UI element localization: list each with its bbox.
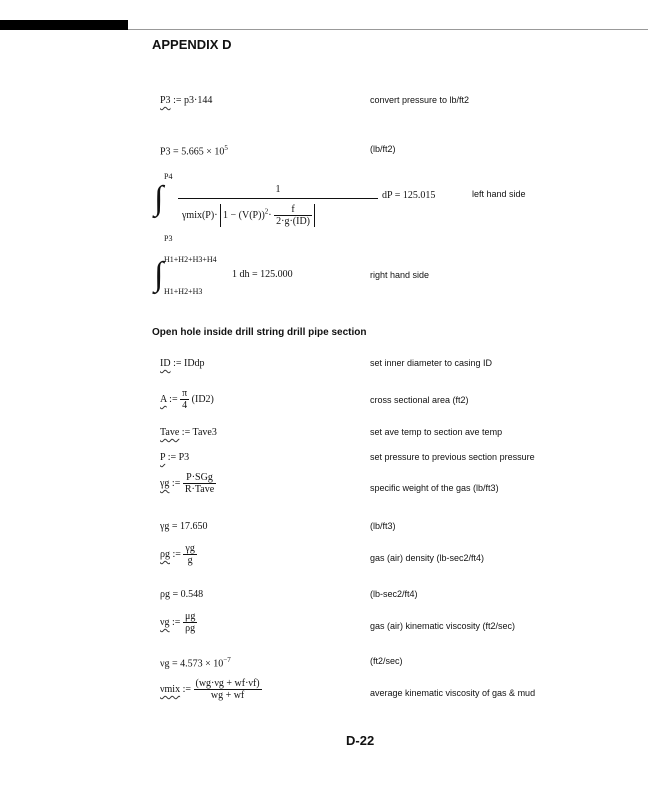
- note-cross-sectional-area: cross sectional area (ft2): [370, 395, 469, 405]
- header-bar: [0, 20, 128, 30]
- equation-kinematic-viscosity: νg := $\frac{\mu g}{\rho g}$: [160, 611, 196, 634]
- equation-inner-diameter: ID := IDdp: [160, 358, 205, 369]
- note-specific-weight: specific weight of the gas (lb/ft3): [370, 483, 499, 493]
- integral-sign: ∫: [154, 256, 164, 293]
- note-kinematic-viscosity: gas (air) kinematic viscosity (ft2/sec): [370, 621, 516, 631]
- note-ave-temp: set ave temp to section ave temp: [370, 427, 503, 437]
- equation-gas-density: ρg := $\frac{\gamma g}{g}$: [160, 543, 195, 566]
- note-kinematic-viscosity-units: (ft2/sec): [370, 656, 403, 666]
- note-p3-units: (lb/ft2): [370, 144, 396, 154]
- note-gas-density-units: (lb-sec2/ft4): [370, 589, 418, 599]
- appendix-title: APPENDIX D: [152, 37, 232, 52]
- integral-sign: ∫: [154, 180, 164, 217]
- equation-specific-weight: γg := $\frac{\text{P·SGg}}{\text{R·Tave}}$: [160, 472, 215, 495]
- section-heading: Open hole inside drill string drill pipe section: [152, 327, 367, 338]
- result-specific-weight: γg = 17.650: [160, 521, 208, 532]
- equation-average-kinematic-viscosity: νmix := $\frac{(wg\cdot\nu g + wf\cdot\nu f)}{wg + wf}$: [160, 678, 260, 701]
- note-inner-diameter: set inner diameter to casing ID: [370, 358, 493, 368]
- note-convert-pressure: convert pressure to lb/ft2: [370, 95, 470, 105]
- equation-ave-temp: Tave := Tave3: [160, 427, 217, 438]
- note-average-kinematic-viscosity: average kinematic viscosity of gas & mud: [370, 688, 536, 698]
- result-kinematic-viscosity: $\nu g = 4.573 \times 10^{-7}$: [160, 656, 231, 670]
- header-rule: [128, 29, 648, 30]
- result-gas-density: ρg = 0.548: [160, 589, 204, 600]
- note-right-hand-side: right hand side: [370, 270, 430, 280]
- note-pressure: set pressure to previous section pressure: [370, 452, 535, 462]
- page-number: D-22: [346, 733, 375, 748]
- note-specific-weight-units: (lb/ft3): [370, 521, 396, 531]
- result-p3: $P3 = 5.665 \times 10^5$: [160, 144, 228, 158]
- note-gas-density: gas (air) density (lb-sec2/ft4): [370, 553, 485, 563]
- equation-convert-pressure: P3 := p3·144: [160, 95, 213, 106]
- equation-cross-sectional-area: A := $\frac{\pi}{4}$ (ID2): [160, 388, 214, 411]
- equation-pressure: P := P3: [160, 452, 190, 463]
- note-left-hand-side: left hand side: [472, 189, 526, 199]
